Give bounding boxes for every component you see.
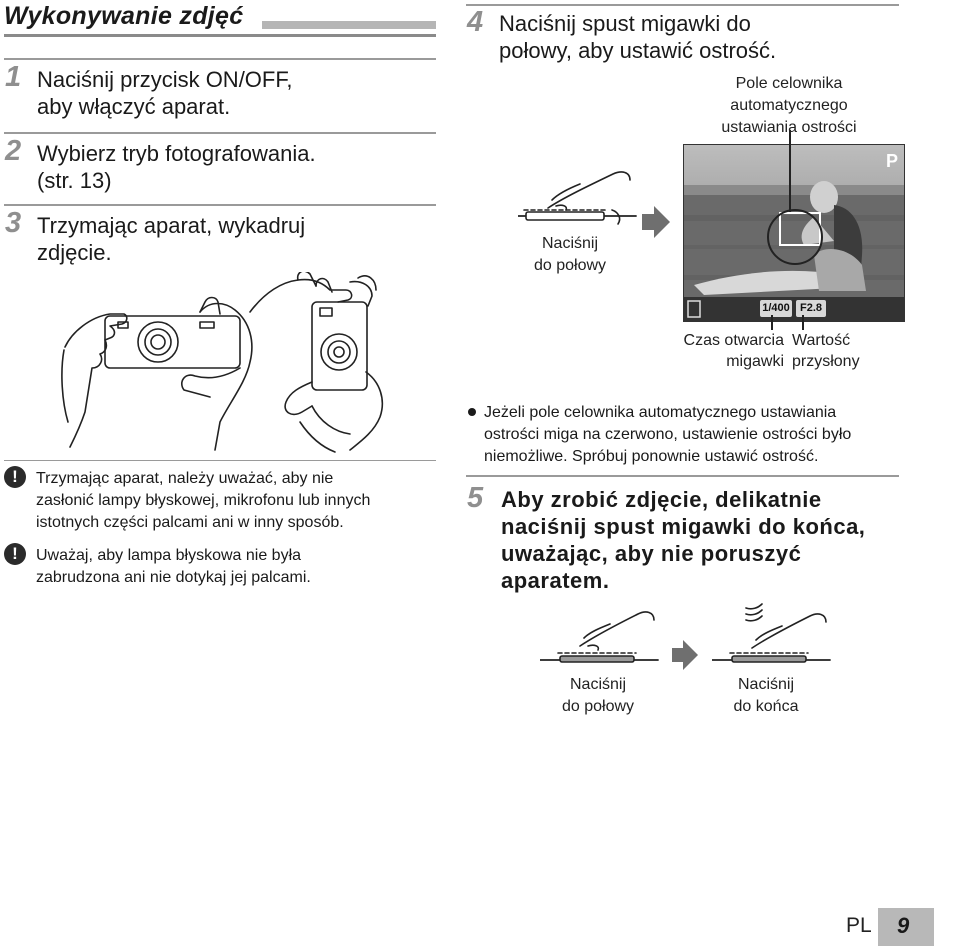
step-divider — [4, 204, 436, 206]
press-label-line: Naciśnij — [541, 235, 598, 252]
step-3-number: 3 — [5, 207, 22, 239]
shutter-label-line: Czas otwarcia — [683, 332, 784, 349]
af-label-line: ustawiania ostrości — [721, 119, 857, 136]
half-press-label-5 — [548, 674, 648, 718]
half-press-illustration — [540, 606, 660, 666]
arrow-right-icon — [672, 640, 698, 670]
aperture-label-line: Wartość — [792, 332, 851, 349]
aperture-readout: F2.8 — [796, 300, 826, 317]
step-2-line2: (str. 13) — [37, 168, 112, 193]
caution-1-line: zasłonić lampy błyskowej, mikrofonu lub innych — [36, 492, 371, 509]
step-5-line: aparatem. — [501, 568, 610, 593]
step-divider — [466, 4, 899, 6]
caution-1-text — [36, 468, 370, 534]
language-code: PL — [846, 914, 872, 937]
caution-1-line: Trzymając aparat, należy uważać, aby nie — [36, 470, 334, 487]
caution-divider — [4, 460, 436, 461]
shutter-speed-label — [676, 330, 784, 372]
shutter-readout: 1/400 — [760, 300, 792, 317]
press-label-line: do połowy — [533, 257, 607, 274]
aperture-label-line: przysłony — [792, 353, 860, 370]
title-underline — [4, 34, 436, 37]
step-4-line2: połowy, aby ustawić ostrość. — [499, 38, 777, 63]
caution-2-line: zabrudzona ani nie dotykaj jej palcami. — [36, 569, 311, 586]
half-label-line: do połowy — [561, 698, 635, 715]
callout-lines — [680, 130, 910, 340]
step-divider — [4, 58, 436, 60]
half-press-illustration — [518, 160, 638, 230]
af-warning-text — [484, 402, 851, 468]
holding-camera-illustration — [50, 272, 400, 457]
step-5-number: 5 — [467, 482, 484, 514]
caution-1-line: istotnych części palcami ani w inny sposób. — [36, 514, 344, 531]
af-label-line: automatycznego — [730, 97, 848, 114]
af-warning-line: niemożliwe. Spróbuj ponownie ustawić ostrość. — [484, 448, 819, 465]
step-divider — [466, 475, 899, 477]
step-3-line1: Trzymając aparat, wykadruj — [37, 213, 306, 238]
step-5-text — [501, 486, 865, 594]
af-warning-line: Jeżeli pole celownika automatycznego ustawiania — [484, 404, 837, 421]
arrow-right-icon — [642, 206, 670, 238]
caution-2-line: Uważaj, aby lampa błyskowa nie była — [36, 547, 302, 564]
page-number: 9 — [897, 913, 910, 938]
title-bar — [262, 21, 436, 29]
step-5-line: naciśnij spust migawki do końca, — [501, 514, 866, 539]
full-label-line: Naciśnij — [737, 676, 794, 693]
step-3-text — [37, 212, 305, 266]
bullet-dot — [468, 408, 476, 416]
full-press-label — [716, 674, 816, 718]
full-press-illustration — [712, 598, 832, 668]
caution-2-text — [36, 545, 311, 589]
step-4-number: 4 — [467, 6, 484, 38]
step-2-text — [37, 140, 316, 194]
caution-icon: ! — [4, 466, 26, 488]
half-press-label — [520, 233, 620, 277]
caution-icon: ! — [4, 543, 26, 565]
step-5-line: Aby zrobić zdjęcie, delikatnie — [501, 487, 822, 512]
full-label-line: do końca — [733, 698, 799, 715]
aperture-value-label — [792, 330, 860, 372]
step-divider — [4, 132, 436, 134]
shutter-label-line: migawki — [726, 353, 784, 370]
page-title: Wykonywanie zdjęć — [4, 2, 244, 30]
step-4-text — [499, 10, 776, 64]
half-label-line: Naciśnij — [569, 676, 626, 693]
step-1-line1: Naciśnij przycisk ON/OFF, — [37, 67, 293, 92]
step-1-line2: aby włączyć aparat. — [37, 94, 231, 119]
step-2-number: 2 — [5, 135, 22, 167]
step-1-number: 1 — [5, 61, 22, 93]
step-2-line1: Wybierz tryb fotografowania. — [37, 141, 316, 166]
mode-indicator: P — [885, 151, 898, 171]
step-4-line1: Naciśnij spust migawki do — [499, 11, 751, 36]
step-3-line2: zdjęcie. — [37, 240, 112, 265]
af-warning-line: ostrości miga na czerwono, ustawienie ostrości było — [484, 426, 852, 443]
step-5-line: uważając, aby nie poruszyć — [501, 541, 802, 566]
step-1-text — [37, 66, 292, 120]
af-label-line: Pole celownika — [735, 75, 843, 92]
